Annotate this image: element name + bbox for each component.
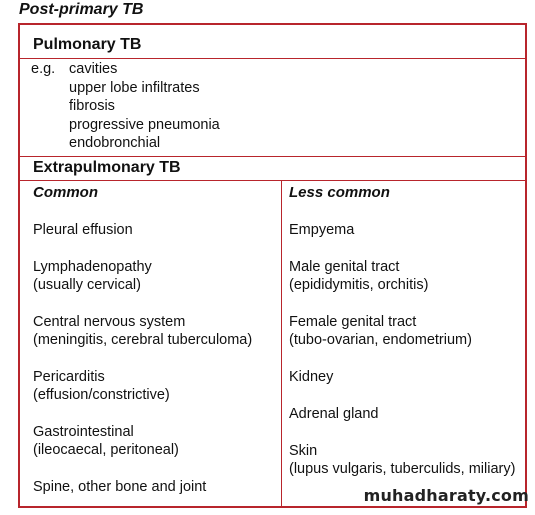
extrapulmonary-heading: Extrapulmonary TB [33,159,181,176]
watermark: muhadharaty.com [363,486,529,505]
list-item: Kidney [289,369,334,385]
list-item: upper lobe infiltrates [69,79,200,96]
list-item: Skin (lupus vulgaris, tuberculids, miliary) [289,443,516,477]
pulmonary-list [69,60,220,153]
list-item: Central nervous system (meningitis, cerebral tuberculoma) [33,314,253,348]
list-item: Adrenal gland [289,406,379,422]
list-item: progressive pneumonia [69,116,220,133]
common-list [33,221,252,515]
list-item: Lymphadenopathy (usually cervical) [33,259,152,293]
list-item: cavities [69,61,118,77]
tb-table [18,23,527,508]
list-item: Empyema [289,222,355,238]
list-item: Female genital tract (tubo-ovarian, endometrium) [289,314,472,348]
common-heading: Common [33,184,98,201]
pulmonary-heading: Pulmonary TB [33,36,142,53]
eg-label: e.g. [31,61,56,77]
list-item: Pericarditis (effusion/constrictive) [33,369,170,403]
less-common-list [289,221,515,497]
list-item: Gastrointestinal (ileocaecal, peritoneal) [33,424,179,458]
list-item: Spine, other bone and joint [33,479,207,495]
list-item: Pleural effusion [33,222,133,238]
divider [20,180,525,181]
divider [20,156,525,157]
list-item: Male genital tract (epididymitis, orchitis) [289,259,429,293]
list-item: fibrosis [69,98,115,114]
divider [20,58,525,59]
list-item: endobronchial [69,135,161,151]
column-divider [281,180,282,506]
less-common-heading: Less common [289,184,390,201]
page-title: Post-primary TB [19,1,144,18]
